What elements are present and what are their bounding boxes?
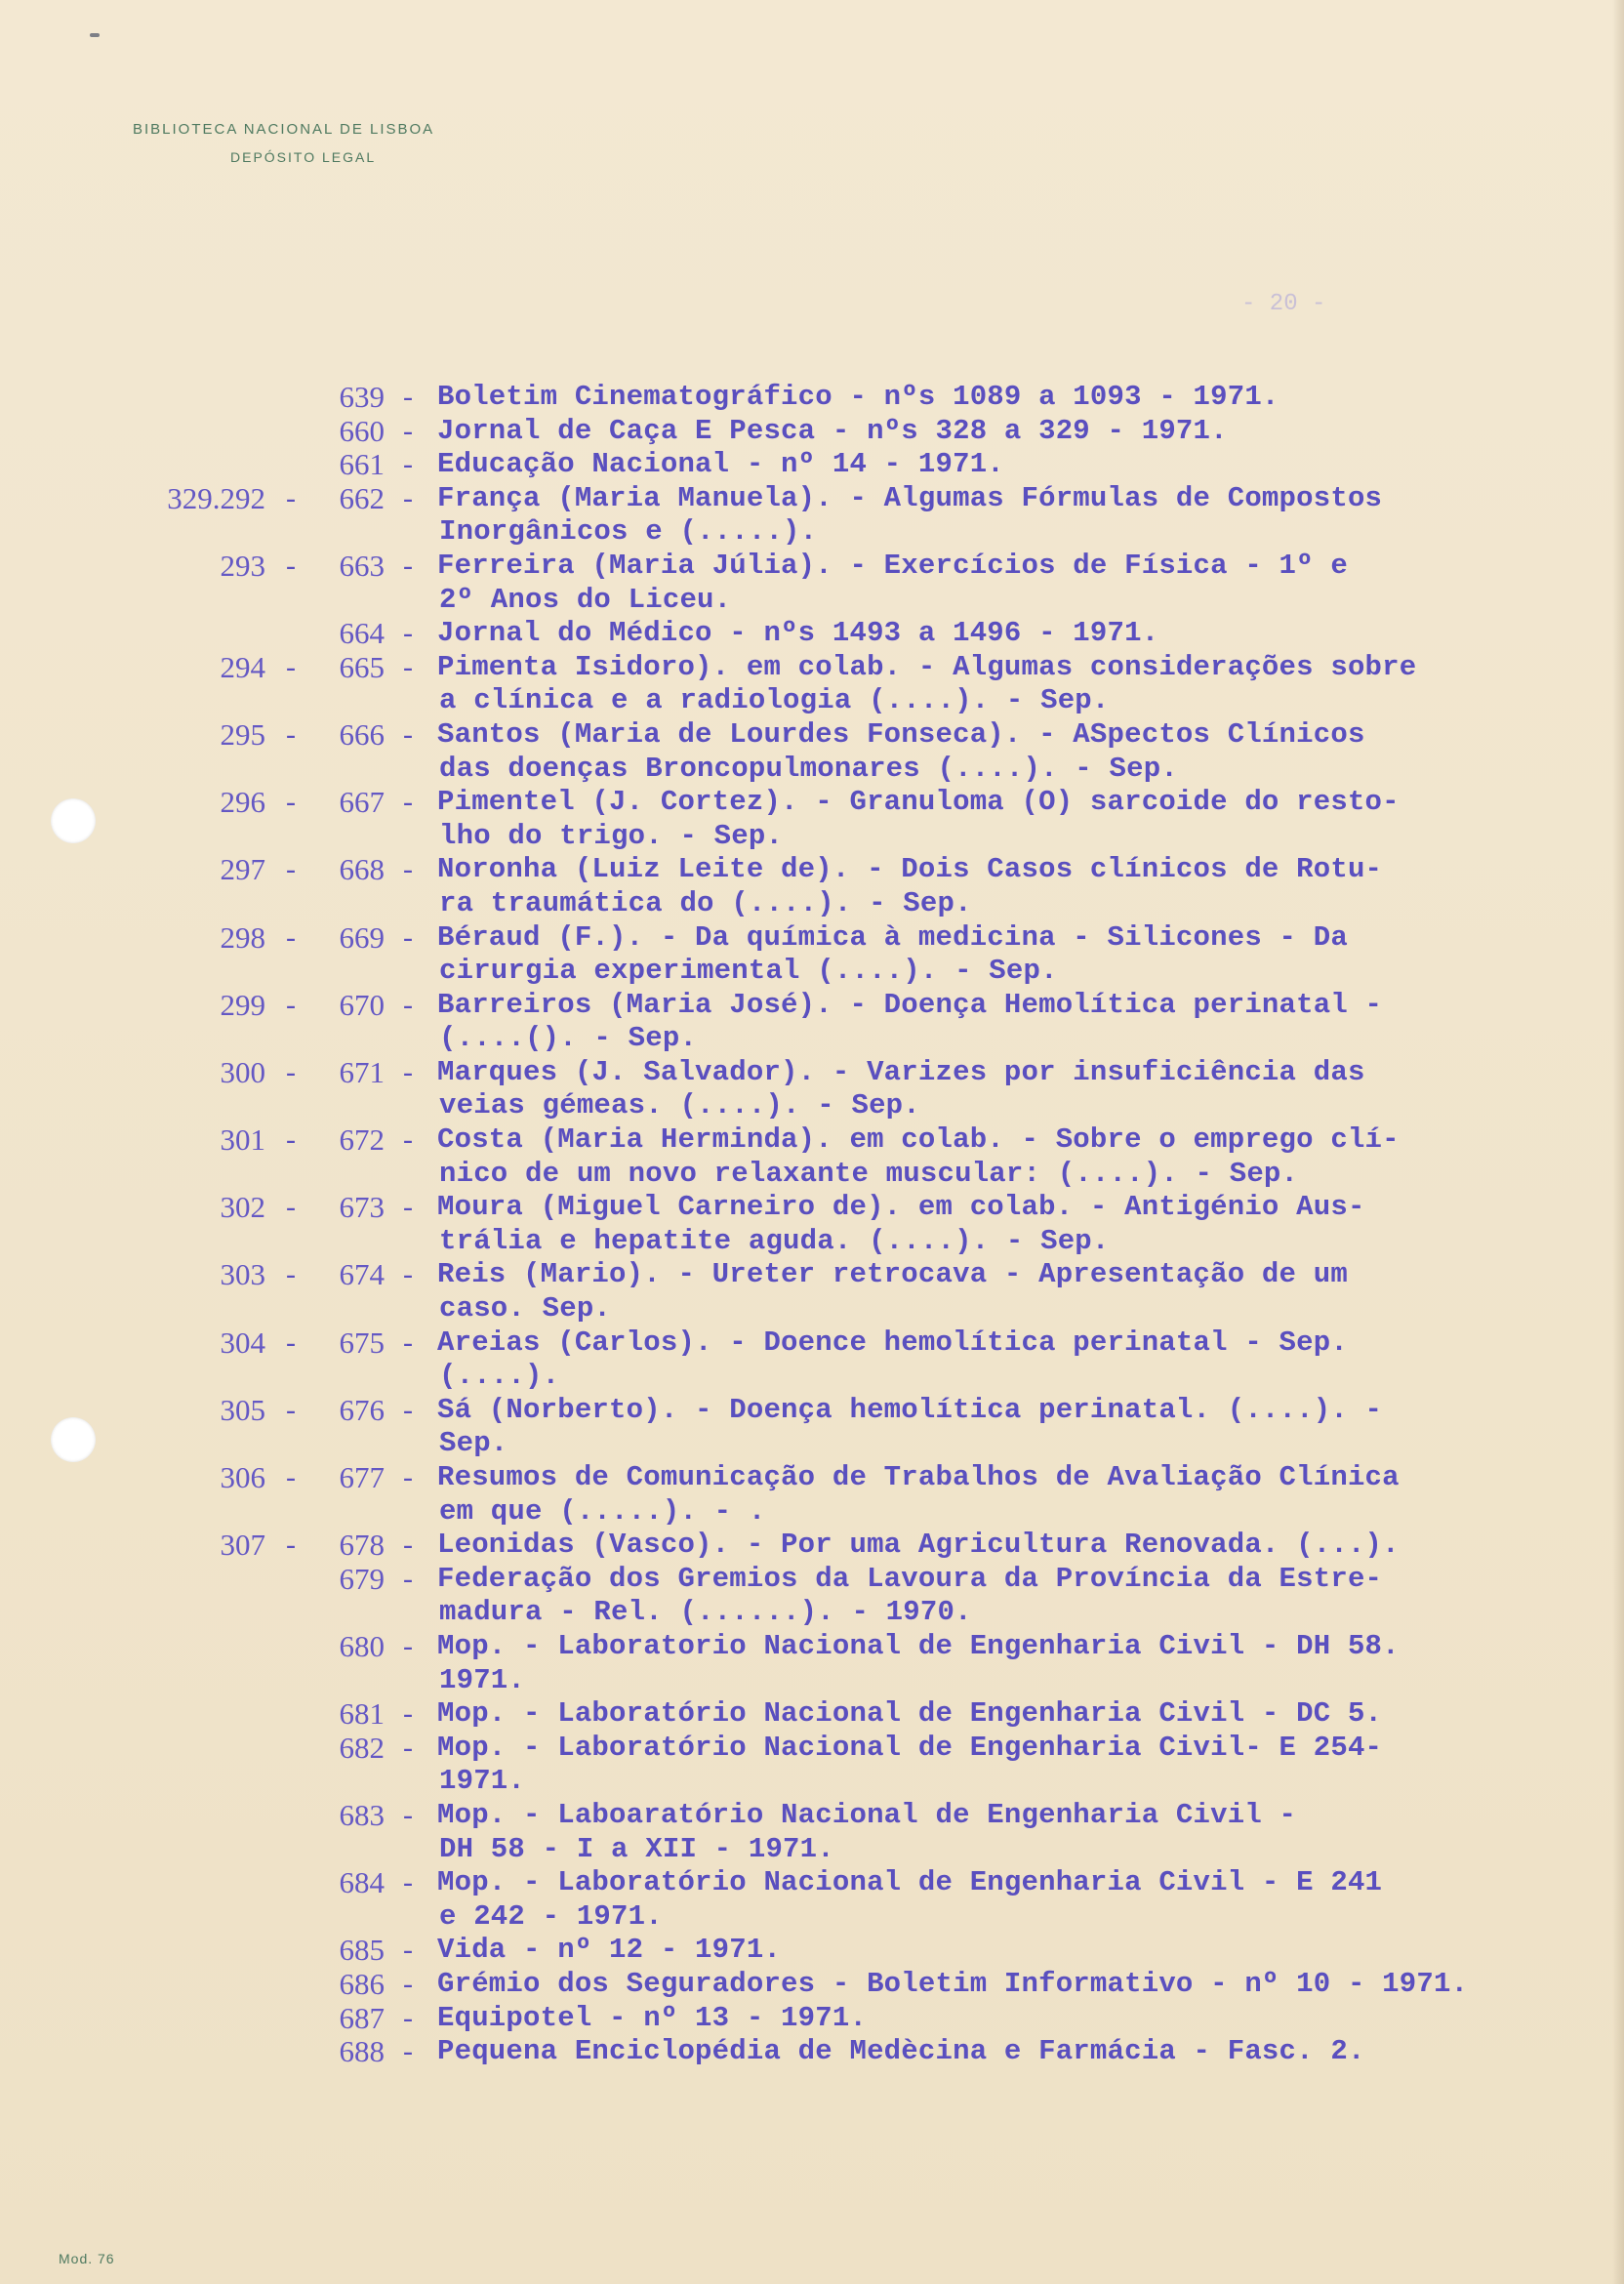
separator-dash: - — [286, 1461, 296, 1493]
separator-dash: - — [403, 617, 413, 650]
separator-dash: - — [403, 1629, 413, 1662]
entry-text: DH 58 - I a XII - 1971. — [439, 1832, 834, 1865]
separator-dash: - — [286, 717, 296, 751]
catalog-entry-continuation — [0, 1833, 1624, 1867]
separator-dash: - — [403, 448, 413, 481]
entry-text: Noronha (Luiz Leite de). - Dois Casos clínicos de Rotu- — [437, 853, 1383, 886]
catalog-entry — [0, 651, 1624, 685]
catalog-entry-continuation — [0, 1022, 1624, 1056]
catalog-entry — [0, 381, 1624, 415]
catalog-entry — [0, 1968, 1624, 2002]
entry-deposit-number: 662 — [339, 480, 385, 515]
entry-deposit-number: 686 — [339, 1966, 385, 2001]
entry-text: veias gémeas. (....). - Sep. — [439, 1089, 920, 1122]
entry-text: Sep. — [439, 1427, 508, 1460]
entry-deposit-number: 666 — [339, 716, 385, 752]
entry-text: 1971. — [439, 1765, 526, 1798]
catalog-entry — [0, 1529, 1624, 1563]
catalog-entry-continuation — [0, 1427, 1624, 1461]
separator-dash: - — [286, 1123, 296, 1157]
entry-reference-number: 295 — [220, 716, 265, 752]
catalog-entry — [0, 1934, 1624, 1968]
entry-text: Reis (Mario). - Ureter retrocava - Apresentação de um — [437, 1258, 1348, 1291]
separator-dash: - — [403, 1461, 413, 1493]
entry-text: das doenças Broncopulmonares (....). - Sep. — [439, 752, 1178, 785]
catalog-entry — [0, 921, 1624, 956]
entry-deposit-number: 671 — [339, 1054, 385, 1089]
entry-text: Pimenta Isidoro). em colab. - Algumas considerações sobre — [437, 650, 1417, 683]
entry-text: Mop. - Laboaratório Nacional de Engenharia Civil - — [437, 1798, 1297, 1831]
entry-deposit-number: 679 — [339, 1561, 385, 1596]
entry-text: Ferreira (Maria Júlia). - Exercícios de Física - 1º e — [437, 549, 1348, 582]
separator-dash: - — [286, 1191, 296, 1224]
entry-reference-number: 301 — [220, 1122, 265, 1158]
separator-dash: - — [403, 381, 413, 413]
entry-text: Costa (Maria Herminda). em colab. - Sobre o emprego clí- — [437, 1123, 1400, 1157]
entry-deposit-number: 685 — [339, 1933, 385, 1968]
entry-deposit-number: 660 — [339, 413, 385, 448]
entry-deposit-number: 677 — [339, 1460, 385, 1494]
library-header — [133, 121, 434, 165]
catalog-entry-continuation — [0, 1158, 1624, 1192]
entry-text: Moura (Miguel Carneiro de). em colab. - Antigénio Aus- — [437, 1191, 1365, 1224]
entry-deposit-number: 680 — [339, 1628, 385, 1663]
separator-dash: - — [286, 1529, 296, 1562]
separator-dash: - — [403, 414, 413, 447]
entry-reference-number: 303 — [220, 1257, 265, 1292]
catalog-entry — [0, 1326, 1624, 1361]
entry-deposit-number: 639 — [339, 380, 385, 414]
entry-text: ra traumática do (....). - Sep. — [439, 886, 972, 919]
catalog-entry-continuation — [0, 684, 1624, 718]
entry-text: Jornal de Caça E Pesca - nºs 328 a 329 - 1971. — [437, 414, 1228, 447]
separator-dash: - — [403, 1697, 413, 1731]
entry-text: cirurgia experimental (....). - Sep. — [439, 955, 1058, 988]
entry-reference-number: 294 — [220, 649, 265, 684]
form-model-number: Mod. 76 — [59, 2251, 115, 2266]
catalog-entry — [0, 1732, 1624, 1766]
entry-text: (....(). - Sep. — [439, 1022, 698, 1055]
entry-text: Leonidas (Vasco). - Por uma Agricultura Renovada. (...). — [437, 1529, 1400, 1562]
entry-deposit-number: 665 — [339, 649, 385, 684]
entry-deposit-number: 668 — [339, 852, 385, 887]
separator-dash: - — [403, 1123, 413, 1157]
entry-text: Mop. - Laboratório Nacional de Engenharia Civil - DC 5. — [437, 1697, 1383, 1731]
entry-reference-number: 297 — [220, 852, 265, 887]
entry-text: Marques (J. Salvador). - Varizes por insuficiência das — [437, 1055, 1365, 1088]
separator-dash: - — [286, 481, 296, 514]
entry-text: Jornal do Médico - nºs 1493 a 1496 - 1971. — [437, 617, 1159, 650]
entry-reference-number: 300 — [220, 1054, 265, 1089]
entry-reference-number: 305 — [220, 1392, 265, 1427]
entry-deposit-number: 683 — [339, 1797, 385, 1832]
separator-dash: - — [286, 1326, 296, 1359]
catalog-entry — [0, 550, 1624, 584]
entry-deposit-number: 681 — [339, 1696, 385, 1732]
separator-dash: - — [403, 650, 413, 683]
entry-text: Pimentel (J. Cortez). - Granuloma (O) sarcoide do resto- — [437, 786, 1400, 819]
entry-reference-number: 304 — [220, 1325, 265, 1360]
separator-dash: - — [286, 1393, 296, 1426]
entry-text: França (Maria Manuela). - Algumas Fórmulas de Compostos — [437, 481, 1383, 514]
entry-deposit-number: 678 — [339, 1528, 385, 1563]
entry-deposit-number: 682 — [339, 1730, 385, 1765]
entry-reference-number: 296 — [220, 785, 265, 820]
entry-text: Resumos de Comunicação de Trabalhos de Avaliação Clínica — [437, 1461, 1400, 1493]
entry-text: e 242 - 1971. — [439, 1899, 663, 1933]
entry-text: 2º Anos do Liceu. — [439, 583, 732, 616]
entry-text: Boletim Cinematográfico - nºs 1089 a 1093 - 1971. — [437, 381, 1279, 413]
separator-dash: - — [286, 1258, 296, 1291]
catalog-entry-continuation — [0, 820, 1624, 854]
catalog-entry — [0, 1394, 1624, 1428]
catalog-entry — [0, 448, 1624, 482]
catalog-entry-continuation — [0, 1596, 1624, 1630]
entry-text: trália e hepatite aguda. (....). - Sep. — [439, 1224, 1110, 1257]
catalog-entry — [0, 2002, 1624, 2036]
entry-deposit-number: 684 — [339, 1865, 385, 1900]
separator-dash: - — [403, 1191, 413, 1224]
catalog-entry-continuation — [0, 955, 1624, 989]
entry-reference-number: 329.292 — [167, 480, 265, 515]
entry-text: Mop. - Laboratório Nacional de Engenharia Civil - E 241 — [437, 1866, 1383, 1899]
catalog-entry — [0, 853, 1624, 887]
entry-reference-number: 307 — [220, 1528, 265, 1563]
separator-dash: - — [403, 1967, 413, 2000]
catalog-entry-continuation — [0, 753, 1624, 787]
separator-dash: - — [403, 2035, 413, 2068]
entry-text: Pequena Enciclopédia de Medècina e Farmácia - Fasc. 2. — [437, 2035, 1365, 2068]
entry-deposit-number: 663 — [339, 548, 385, 583]
catalog-entry-continuation — [0, 1360, 1624, 1394]
catalog-entry-continuation — [0, 1900, 1624, 1935]
catalog-entry — [0, 1799, 1624, 1833]
entry-text: Grémio dos Seguradores - Boletim Informativo - nº 10 - 1971. — [437, 1967, 1469, 2000]
entry-reference-number: 299 — [220, 987, 265, 1022]
separator-dash: - — [403, 549, 413, 582]
catalog-entry — [0, 1461, 1624, 1495]
entry-text: Santos (Maria de Lourdes Fonseca). - ASpectos Clínicos — [437, 717, 1365, 751]
separator-dash: - — [403, 1934, 413, 1967]
catalog-entry-continuation — [0, 887, 1624, 921]
entry-deposit-number: 669 — [339, 919, 385, 955]
catalog-entry-continuation — [0, 1292, 1624, 1326]
entry-text: Equipotel - nº 13 - 1971. — [437, 2001, 868, 2034]
catalog-entry — [0, 1191, 1624, 1225]
catalog-entry — [0, 1697, 1624, 1732]
catalog-entry-continuation — [0, 1765, 1624, 1799]
separator-dash: - — [403, 1866, 413, 1899]
entry-text: 1971. — [439, 1663, 526, 1696]
separator-dash: - — [403, 786, 413, 819]
entry-text: Béraud (F.). - Da química à medicina - Silicones - Da — [437, 920, 1348, 954]
catalog-entry — [0, 415, 1624, 449]
entry-text: a clínica e a radiologia (....). - Sep. — [439, 684, 1110, 717]
catalog-entry-continuation — [0, 1089, 1624, 1123]
separator-dash: - — [403, 2001, 413, 2034]
entry-text: Mop. - Laboratorio Nacional de Engenharia Civil - DH 58. — [437, 1629, 1400, 1662]
ink-mark — [90, 33, 100, 37]
entry-deposit-number: 687 — [339, 2000, 385, 2035]
catalog-entry — [0, 718, 1624, 753]
separator-dash: - — [403, 1393, 413, 1426]
catalog-entry — [0, 1563, 1624, 1597]
separator-dash: - — [403, 920, 413, 954]
catalog-entry-continuation — [0, 584, 1624, 618]
catalog-entry — [0, 482, 1624, 516]
separator-dash: - — [286, 650, 296, 683]
entry-reference-number: 298 — [220, 919, 265, 955]
separator-dash: - — [403, 1326, 413, 1359]
catalog-entry — [0, 786, 1624, 820]
separator-dash: - — [403, 853, 413, 886]
entry-text: nico de um novo relaxante muscular: (....). - Sep. — [439, 1157, 1299, 1190]
header-library-name: BIBLIOTECA NACIONAL DE LISBOA — [133, 121, 435, 138]
catalog-entry-continuation — [0, 1664, 1624, 1698]
entry-text: Mop. - Laboratório Nacional de Engenharia Civil- E 254- — [437, 1731, 1383, 1764]
catalog-entry — [0, 1123, 1624, 1158]
catalog-entry — [0, 1630, 1624, 1664]
entry-text: Vida - nº 12 - 1971. — [437, 1934, 782, 1967]
separator-dash: - — [286, 549, 296, 582]
entry-text: Inorgânicos e (.....). — [439, 515, 818, 549]
entry-deposit-number: 661 — [339, 447, 385, 482]
entry-text: em que (.....). - . — [439, 1494, 766, 1528]
separator-dash: - — [403, 1055, 413, 1088]
entry-deposit-number: 675 — [339, 1325, 385, 1360]
separator-dash: - — [286, 920, 296, 954]
entry-reference-number: 302 — [220, 1190, 265, 1225]
separator-dash: - — [403, 988, 413, 1021]
entry-text: lho do trigo. - Sep. — [439, 819, 784, 852]
catalog-entry — [0, 1866, 1624, 1900]
entry-text: Barreiros (Maria José). - Doença Hemolítica perinatal - — [437, 988, 1383, 1021]
catalog-entry — [0, 617, 1624, 651]
header-department: DEPÓSITO LEGAL — [230, 149, 377, 165]
catalog-entry — [0, 2035, 1624, 2069]
entry-deposit-number: 664 — [339, 616, 385, 651]
separator-dash: - — [403, 717, 413, 751]
catalog-entry — [0, 989, 1624, 1023]
entry-text: Federação dos Gremios da Lavoura da Província da Estre- — [437, 1562, 1383, 1595]
separator-dash: - — [403, 1562, 413, 1595]
entry-deposit-number: 676 — [339, 1392, 385, 1427]
separator-dash: - — [286, 988, 296, 1021]
entry-deposit-number: 667 — [339, 785, 385, 820]
entry-text: Areias (Carlos). - Doence hemolítica perinatal - Sep. — [437, 1326, 1348, 1359]
separator-dash: - — [286, 853, 296, 886]
separator-dash: - — [403, 481, 413, 514]
entry-text: Sá (Norberto). - Doença hemolítica perinatal. (....). - — [437, 1393, 1383, 1426]
entry-text: caso. Sep. — [439, 1292, 612, 1326]
entry-deposit-number: 672 — [339, 1122, 385, 1158]
entry-deposit-number: 688 — [339, 2034, 385, 2069]
separator-dash: - — [286, 786, 296, 819]
catalog-entries — [0, 381, 1624, 2069]
entry-deposit-number: 673 — [339, 1190, 385, 1225]
entry-text: madura - Rel. (......). - 1970. — [439, 1596, 972, 1629]
entry-deposit-number: 670 — [339, 987, 385, 1022]
entry-text: (....). — [439, 1360, 560, 1393]
entry-deposit-number: 674 — [339, 1257, 385, 1292]
separator-dash: - — [286, 1055, 296, 1088]
separator-dash: - — [403, 1731, 413, 1764]
separator-dash: - — [403, 1258, 413, 1291]
separator-dash: - — [403, 1798, 413, 1831]
catalog-entry — [0, 1056, 1624, 1090]
entry-reference-number: 293 — [220, 548, 265, 583]
catalog-entry-continuation — [0, 1495, 1624, 1529]
catalog-entry — [0, 1258, 1624, 1292]
page-number: - 20 - — [1241, 291, 1326, 317]
catalog-entry-continuation — [0, 515, 1624, 550]
catalog-entry-continuation — [0, 1225, 1624, 1259]
separator-dash: - — [403, 1529, 413, 1562]
entry-text: Educação Nacional - nº 14 - 1971. — [437, 448, 1004, 481]
entry-reference-number: 306 — [220, 1460, 265, 1494]
